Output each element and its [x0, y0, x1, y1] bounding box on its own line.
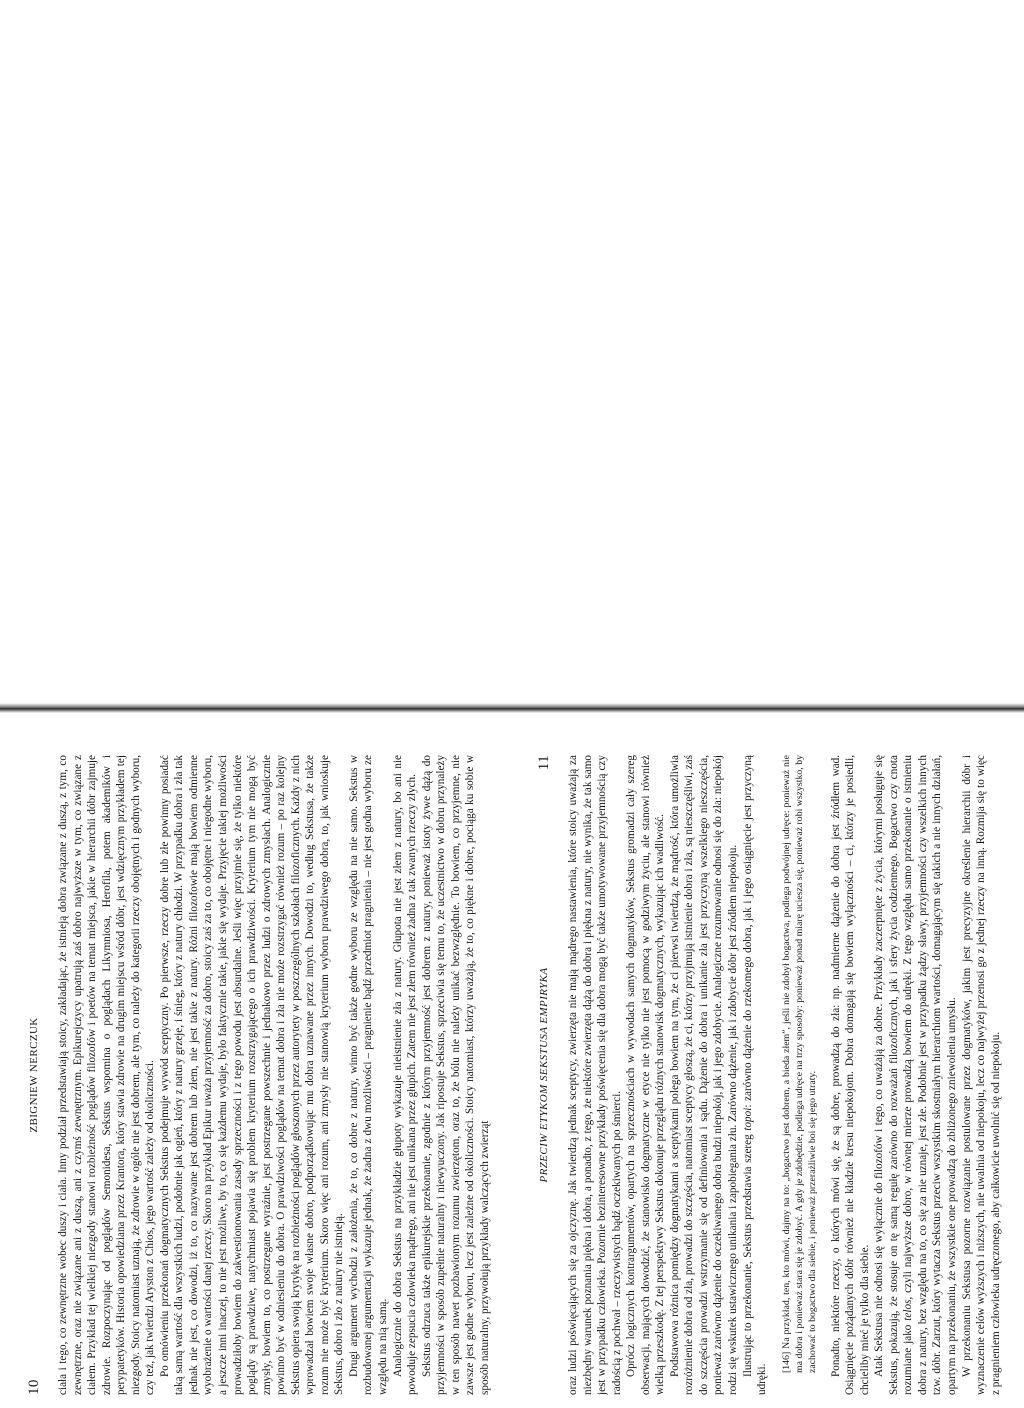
paragraph: Drugi argument wychodzi z założenia, że to, co dobre z natury, winno być także godne wyboru ze względu na nie samo. Sekstus w rozbudowanej argumentacji wykazuje jednak, że żadna z dwu możliwości – pragnienie bądź przedmiot pragnienia – nie jest godna wyboru ze względu na nią samą. [347, 755, 390, 1395]
paragraph-text: : zarówno dążenie do rzekomego dobra, jak i jego osiągnięcie jest przyczyną udręki. [741, 755, 769, 1395]
left-page [22, 755, 512, 1395]
paragraph: Po omówieniu przekonań dogmatycznych Sekstus podejmuje wywód sceptyczny. Po pierwsze, rzeczy dobre lub złe powinny posiadać taką samą wartość dla wszystkich ludzi, podobnie jak ogień, który z natury grzeje, i śnieg, który z natury chłodzi. W przypadku dobra i zła tak jednak nie jest, co dowodzi, iż to, co nazywane jest dobrem lub złem, nie jest takie z natury. Różni filozofowie mają bowiem odmienne wyobrażenie o wartości danej rzeczy. Skoro na przykład Epikur uważa przyjemność za dobro, stoicy zaś za to, co obojętne i niegodne wyboru, a jeszcze inni inaczej, to nie jest możliwe, by to, co się każdemu wydaje, było faktycznie takie, jakie się wydaje. Przyjęcie takiej możliwości prowadziłoby bowiem do zakwestionowania zasady sprzeczności i z tego powodu jest absurdalne. Jeśli więc przyjmie się, że tylko niektóre poglądy są prawdziwe, natychmiast pojawia się problem kryterium rozstrzygającego o ich prawdziwości. Kryterium tym nie mogą być zmysły, bowiem to, co postrzegane wyraźnie, jest postrzegane powszechnie i jednakowo przez ludzi o zdrowych zmysłach. Analogicznie powinno być w odniesieniu do dobra. O prawdziwości poglądów na temat dobra i zła nie może rozstrzygać również rozum – po raz kolejny Sekstus opiera swoją krytykę na rozbieżności poglądów głoszonych przez autorytety w poszczególnych szkołach filozoficznych. Każdy z nich wprowadzał bowiem swoje własne dobro, podporządkowując mu dobra uznawane przez innych. Dowodzi to, według Sekstusa, że także rozum nie może być kryterium. Skoro więc ani rozum, ani zmysły nie stanowią kryterium wyboru prawdziwego dobra, to, jak wnioskuje Sekstus, dobro i zło z natury nie istnieją. [158, 755, 346, 1395]
paragraph: Ponadto, niektóre rzeczy, o których mówi się, że są dobre, prowadzą do zła: np. nadmierne dążenie do dobra jest źródłem wad. Osiągnięcie pożądanych dóbr również nie kładzie kresu niepokojom. Dobra domagają się bowiem wyłączności – ci, którzy je posiedli, chcieliby mieć je tylko dla siebie. [829, 755, 871, 1395]
emphasized-term: topoi [741, 1107, 754, 1131]
right-page-body [566, 755, 1022, 1395]
binding-shadow [0, 703, 1024, 713]
page-number: 11 [536, 755, 552, 771]
right-page-header [536, 755, 556, 1395]
left-page-header [26, 755, 46, 1395]
left-page-body [56, 755, 512, 1395]
paragraph: Analogicznie do dobra Sekstus na przykładzie głupoty wykazuje nieistnienie zła z natury. Głupota nie jest złem z natury, bo ani nie powoduje zepsucia człowieka mądrego, ani nie jest unikana przez głupich. Zatem nie jest złem również żadna z tak zwanych rzeczy złych. [391, 755, 419, 1395]
paragraph: Sekstus odrzuca także epikurejskie przekonanie, zgodnie z którym przyjemność jest dobrem z natury, ponieważ istoty żywe dążą do przyjemności w sposób zupełnie naturalny i niewyuczony. Jak ripostuje Sekstus, sprzeciwia się temu to, że uczestnictwo w dobru przynależy w ten sposób nawet pozbawionym rozumu zwierzętom, oraz to, że bólu nie należy unikać bezwzględnie. To bowiem, co przyjemne, nie zawsze jest godne wyboru, lecz jest zależne od okoliczności. Stoicy natomiast, którzy uważają, że to, co piękne i dobre, pociąga ku sobie w sposób naturalny, przywołują przykłady walczących zwierząt [420, 755, 491, 1395]
paragraph: ciała i tego, co zewnętrzne wobec duszy i ciała. Inny podział przedstawiają stoicy, zakładając, że istnieją dobra związane z duszą, z tym, co zewnętrzne, oraz nie związane ani z duszą, ani z czymś zewnętrznym. Epikurejczycy upatrują zaś dobro najwyższe w tym, co związane z ciałem. Przykład tej wielkiej niezgody stanowi rozbieżność poglądów filozofów i poetów na temat miejsca, jakie w hierarchii dóbr zajmuje zdrowie. Rozpoczynając od poglądów Semonidesa, Sekstus wspomina o poglądach Likymniosa, Herofila, potem akademików i perypatetyków. Historia opowiedziana przez Krantora, który stawia zdrowie na drugim miejscu wśród dóbr, jest wdzięcznym przykładem tej niezgody. Stoicy natomiast uznają, że zdrowie w ogóle nie jest dobrem, ale tym, co należy do kategorii rzeczy obojętnych i godnych wyboru, czy też, jak twierdzi Aryston z Chios, jego wartość zależy od okoliczności. [57, 755, 157, 1395]
running-title: ZBIGNIEW NERCZUK [28, 1017, 40, 1133]
emphasized-term: telos [902, 1299, 915, 1321]
paragraph-text: , czyli najwyższe dobro, w równej mierze prowadzą bowiem do udręki. Z tego względu samo przekonanie o istnieniu dobra z natury, bez względu na to, co się za nie uznaje, jest złe. Podobnie jest w przypadku żądzy sławy, przyjemności czy wszelkich innych tzw. dóbr. Zarzut, który wytacza Sekstus przeciw wszystkim skostniałym hierarchiom wartości, domagającym się takich a nie innych działań, opartym na przekonaniu, że wszystkie one prowadzą do zbliżonego zniewolenia umysłu. [902, 755, 959, 1395]
paragraph-text: Ilustrując to przekonanie, Sekstus przedstawia szereg [741, 1130, 754, 1377]
paragraph: W przekonaniu Sekstusa pozorne rozwiązanie postulowane przez dogmatyków, jakim jest precyzyjne określenie hierarchii dóbr i wyznaczenie celów wyższych i niższych, nie uwalnia od niepokoju, lecz co najwyżej przenosi go z jednej rzeczy na inną. Rozmija się to więc z pragnieniem człowieka udręczonego, aby całkowicie uwolnić się od niepokoju. [960, 755, 1002, 1395]
right-page [532, 755, 1022, 1395]
paragraph-text: Atak Sekstusa nie odnosi się wyłącznie do filozofów i tego, co uważają za dobre. Przykłady zaczerpnięte z życia, którymi posługuje się Sekstus, pokazują, że stosuje on tę samą regułę zarówno do rozważań filozoficznych, jak i sfery życia codziennego. Bogactwo czy cnota rozumiane jako [873, 755, 915, 1395]
paragraph: Podstawowa różnica pomiędzy dogmatykami a sceptykami polega bowiem na tym, że ci pierwsi twierdzą, że mądrość, która umożliwia rozróżnienie dobra od zła, prowadzi do szczęścia, natomiast sceptycy głoszą, że ci, którzy przyjmują istnienie dobra i zła, są nieszczęśliwi, zaś do szczęścia prowadzi wstrzymanie się od definiowania i sądu. Dążenie do dobra i unikanie zła jest przyczyną wszelkiego nieszczęścia, ponieważ zarówno dążenie do oczekiwanego dobra budzi niepokój, jak i jego zdobycie. Analogiczne rozumowanie odnosi się do zła: niepokój rodzi się wskutek ustawicznego unikania i zapobiegania złu. Zarówno dążenie, jak i zdobycie dóbr jest źródłem niepokoju. [668, 755, 740, 1395]
paragraph: Oprócz logicznych kontrargumentów, opartych na sprzecznościach w wywodach samych dogmatyków, Sekstus gromadzi cały szereg obserwacji, mających dowodzić, że stanowisko dogmatyczne w etyce nie tylko nie jest pomocą w godziwym życiu, ale stanowi również wielką przeszkodę. Z tej perspektywy Sekstus dokonuje przeglądu różnych stanowisk dogmatycznych, wykazując ich wadliwość. [625, 755, 667, 1395]
paragraph [872, 755, 959, 1395]
paragraph [741, 755, 770, 1395]
page-number: 10 [26, 1379, 42, 1395]
block-quote: [146] Na przykład, ten, kto mówi, dajmy na to: „bogactwo jest dobrem, a bieda złem”, jeśli nie zdobył bogactwa, podlega podwójnej udręce: ponieważ nie ma dobra i ponieważ stara się je zdobyć. A gdy je zdobędzie, podlega udręce na trzy sposoby: ponieważ ponad miarę uciesza się, ponieważ robi wszystko, by zachować to bogactwo dla siebie, i ponieważ przerażliwie boi się jego utraty. [780, 755, 818, 1373]
paragraph: oraz ludzi poświęcających się za ojczyznę. Jak twierdzą jednak sceptycy, zwierzęta nie mają mądrego nastawienia, które stoicy uważają za niezbędny warunek poznania piękna i dobra, a ponadto, z tego, że niektóre zwierzęta dążą do dobra i piękna z natury, nie wynika, że tak samo jest w przypadku człowieka. Pozornie bezinteresowne przykłady poświęcenia się dla dobra mogą być także umotywowane przyjemnością czy radością z pochwał – rzeczywistych bądź oczekiwanych po śmierci. [567, 755, 623, 1395]
running-title: PRZECIW ETYKOM SEKSTUSA EMPIRYKA [538, 967, 550, 1183]
